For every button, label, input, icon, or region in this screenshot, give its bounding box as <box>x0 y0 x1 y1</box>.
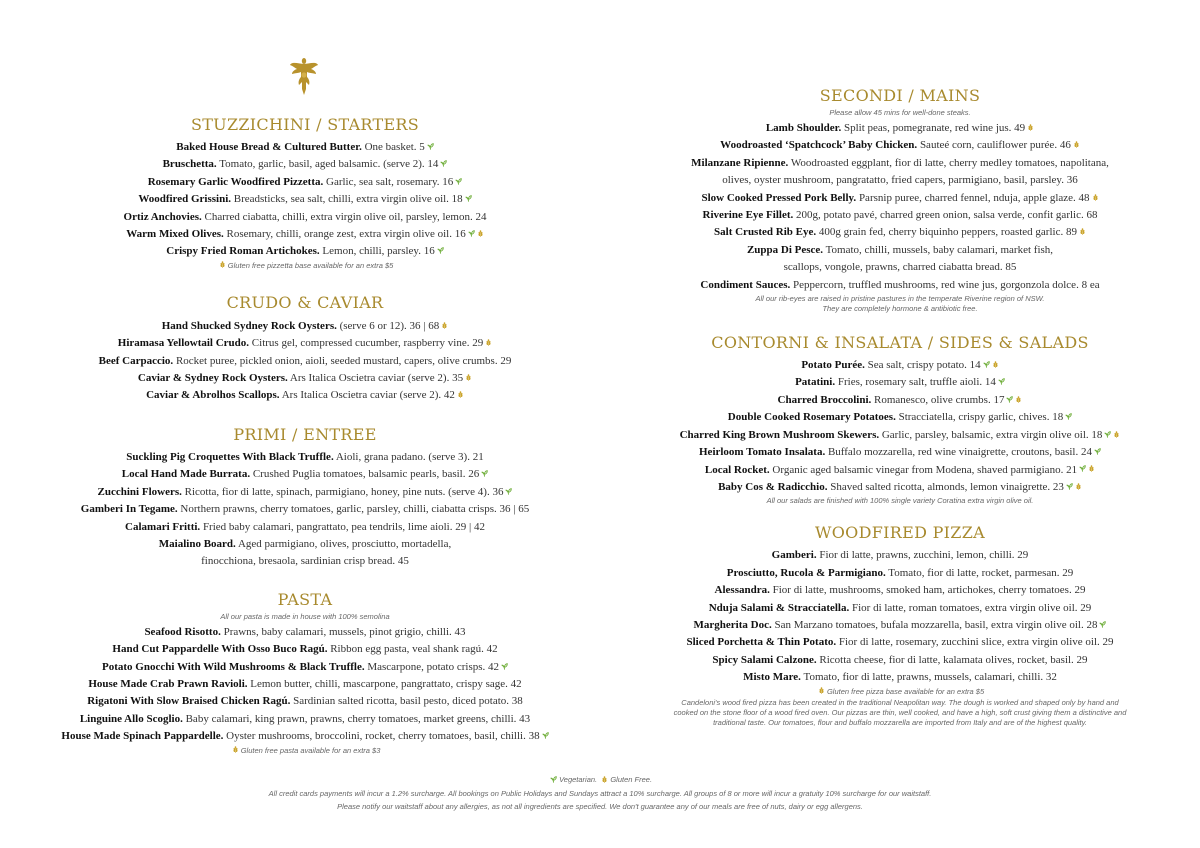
allergy-note: Please notify our waitstaff about any allergies, as not all ingredients are specified. We don't guarantee any of our meals are free of nuts, dairy or egg allergens. <box>337 802 863 811</box>
vegetarian-icon <box>501 663 508 670</box>
menu-item-name: Warm Mixed Olives. <box>126 228 224 241</box>
menu-item <box>40 387 570 404</box>
menu-item-name: Zuppa Di Pesce. <box>746 243 824 256</box>
section-title: CONTORNI & INSALATA / SIDES & SALADS <box>711 333 1089 353</box>
menu-item-description: (serve 6 or 12). 36 | 68 <box>339 319 440 332</box>
menu-item-description-cont: olives, oyster mushroom, pangratatto, fried capers, parmigiano, basil, parsley. 36 <box>722 174 1078 187</box>
vegetarian-icon <box>1065 413 1072 420</box>
vegetarian-icon <box>998 378 1005 385</box>
gluten-free-icon <box>477 230 484 237</box>
section-title: STUZZICHINI / STARTERS <box>190 115 420 134</box>
menu-item <box>40 728 570 745</box>
menu-item-description: Lemon, chilli, parsley. 16 <box>322 245 435 258</box>
menu-item-description: Garlic, sea salt, rosemary. 16 <box>326 175 454 188</box>
menu-item-name: Linguine Allo Scoglio. <box>79 712 183 725</box>
menu-item-name: Potato Gnocchi With Wild Mushrooms & Black Truffle. <box>101 660 365 673</box>
menu-item-name: Woodroasted ‘Spatchcock’ Baby Chicken. <box>720 139 918 152</box>
section-crudo <box>40 292 570 405</box>
vegetarian-icon <box>550 776 557 783</box>
menu-item-name: Patatini. <box>795 376 836 389</box>
menu-footer <box>0 773 1200 814</box>
menu-item-name: Baby Cos & Radicchio. <box>718 480 828 493</box>
gluten-free-icon <box>818 687 825 694</box>
menu-item-description: Peppercorn, truffled mushrooms, red wine jus, gorgonzola dolce. 8 ea <box>792 278 1100 291</box>
menu-item <box>40 624 570 641</box>
gf-legend-label: Gluten Free. <box>610 775 653 784</box>
menu-item <box>640 600 1160 617</box>
section-footnote: Gluten free pasta available for an extra $3 <box>40 746 570 756</box>
section-title: WOODFIRED PIZZA <box>815 523 985 543</box>
menu-item-description: Tomato, fior di latte, rocket, parmesan. 29 <box>888 566 1074 579</box>
menu-item-description: Rocket puree, pickled onion, aioli, seeded mustard, capers, olive crumbs. 29 <box>175 354 512 367</box>
menu-item <box>40 449 570 466</box>
menu-item-description: Citrus gel, compressed cucumber, raspberry vine. 29 <box>251 337 484 350</box>
menu-item-description: Rosemary, chilli, orange zest, extra virgin olive oil. 16 <box>226 228 466 241</box>
menu-item-description: Mascarpone, potato crisps. 42 <box>367 660 500 673</box>
gluten-free-icon <box>1015 396 1022 403</box>
menu-item <box>640 224 1160 241</box>
restaurant-crest-logo <box>289 55 319 97</box>
menu-item <box>640 669 1160 686</box>
menu-item-description: Shaved salted ricotta, almonds, lemon vinaigrette. 23 <box>830 480 1064 493</box>
menu-item-name: Slow Cooked Pressed Pork Belly. <box>701 191 857 204</box>
menu-item <box>640 652 1160 669</box>
menu-item-name: Gamberi In Tegame. <box>80 503 178 516</box>
gluten-free-icon <box>601 776 608 783</box>
surcharge-note: All credit cards payments will incur a 1.2% surcharge. All bookings on Public Holidays and Sundays attract a 10% surcharge. All groups of 8 or more will incur a gratuity 10% surcharge for our waitstaff. <box>268 788 932 798</box>
vegetarian-icon <box>1099 621 1106 628</box>
menu-item-description: Romanesco, olive crumbs. 17 <box>874 393 1005 406</box>
menu-item-description: 200g, potato pavé, charred green onion, salsa verde, confit garlic. 68 <box>796 209 1098 222</box>
vegetarian-icon <box>983 361 990 368</box>
menu-item-name: Potato Purée. <box>801 359 865 372</box>
left-menu-column <box>40 114 570 756</box>
menu-item-description: Ars Italica Oscietra caviar (serve 2). 42 <box>281 389 455 402</box>
legend <box>0 773 1200 787</box>
section-title: SECONDI / MAINS <box>819 86 981 105</box>
menu-item-description: Charred ciabatta, chilli, extra virgin olive oil, parsley, lemon. 24 <box>204 210 487 223</box>
pizza-paragraph <box>640 698 1160 728</box>
menu-item <box>640 242 1160 277</box>
gluten-free-icon <box>457 391 464 398</box>
menu-item-description: Breadsticks, sea salt, chilli, extra virgin olive oil. 18 <box>233 193 463 206</box>
menu-item-name: Charred Broccolini. <box>777 393 872 406</box>
gluten-free-icon <box>219 261 226 268</box>
section-mains <box>640 85 1160 314</box>
vegetarian-icon <box>427 143 434 150</box>
menu-item <box>640 617 1160 634</box>
section-footnote: All our rib-eyes are raised in pristine pastures in the temperate Riverine region of NSW. <box>755 294 1045 304</box>
gluten-free-icon <box>1079 228 1086 235</box>
menu-item-description-cont: scallops, vongole, prawns, charred ciabatta bread. 85 <box>783 261 1017 274</box>
menu-item-description: Sea salt, crispy potato. 14 <box>867 359 981 372</box>
pizza-paragraph-line: traditional taste. Our tomatoes, flour and buffalo mozzarella are imported from Italy and are of the highest quality. <box>713 717 1087 727</box>
menu-item <box>40 174 570 191</box>
menu-item <box>40 501 570 518</box>
section-title: PRIMI / ENTREE <box>233 424 377 444</box>
section-primi <box>40 424 570 571</box>
menu-item-description: Fior di latte, roman tomatoes, extra virgin olive oil. 29 <box>851 601 1092 614</box>
gluten-free-icon <box>465 374 472 381</box>
menu-item <box>40 209 570 226</box>
menu-item-description: Stracciatella, crispy garlic, chives. 18 <box>898 411 1064 424</box>
menu-item <box>640 427 1160 444</box>
menu-item <box>40 484 570 501</box>
item-list <box>40 449 570 571</box>
pizza-paragraph-line: Candeloni's wood fired pizza has been created in the traditional Neapolitan way. The dough is worked and shaped only by hand and <box>681 697 1119 707</box>
menu-item <box>640 357 1160 374</box>
section-footnote: Gluten free pizzetta base available for an extra $5 <box>40 261 570 271</box>
section-note: All our pasta is made in house with 100% semolina <box>220 611 390 621</box>
menu-item-name: Charred King Brown Mushroom Skewers. <box>679 428 880 441</box>
menu-item-name: Seafood Risotto. <box>144 625 221 638</box>
vegetarian-icon <box>505 488 512 495</box>
gluten-free-icon <box>232 746 239 753</box>
menu-item <box>40 353 570 370</box>
menu-item <box>640 137 1160 154</box>
gluten-free-icon <box>485 339 492 346</box>
menu-item-description: Parsnip puree, charred fennel, nduja, apple glaze. 48 <box>858 191 1090 204</box>
vegetarian-icon <box>437 247 444 254</box>
section-starters <box>40 114 570 271</box>
menu-item-name: Heirloom Tomato Insalata. <box>699 446 826 459</box>
menu-item-description: Oyster mushrooms, broccolini, rocket, cherry tomatoes, basil, chilli. 38 <box>226 730 540 743</box>
menu-item <box>640 565 1160 582</box>
menu-item-description: Tomato, fior di latte, prawns, mussels, calamari, chilli. 32 <box>803 671 1057 684</box>
menu-item-name: Caviar & Abrolhos Scallops. <box>146 389 280 402</box>
menu-item-description: Fior di latte, rosemary, zucchini slice, extra virgin olive oil. 29 <box>838 636 1114 649</box>
vegetarian-icon <box>1104 431 1111 438</box>
menu-item <box>640 582 1160 599</box>
menu-item-description: Aioli, grana padano. (serve 3). 21 <box>335 450 484 463</box>
section-title: PASTA <box>277 589 333 609</box>
section-pizza <box>640 522 1160 727</box>
vegetarian-icon <box>1079 465 1086 472</box>
menu-item-name: House Made Crab Prawn Ravioli. <box>88 677 248 690</box>
item-list <box>640 357 1160 496</box>
menu-item-description: Prawns, baby calamari, mussels, pinot grigio, chilli. 43 <box>223 625 466 638</box>
gluten-free-icon <box>1075 483 1082 490</box>
menu-item-description: Garlic, parsley, balsamic, extra virgin olive oil. 18 <box>881 428 1103 441</box>
menu-item-description: Sauteé corn, cauliflower purée. 46 <box>919 139 1071 152</box>
menu-item-description: Fior di latte, prawns, zucchini, lemon, chilli. 29 <box>819 549 1029 562</box>
menu-item-name: Alessandra. <box>714 584 770 597</box>
menu-item-name: Hiramasa Yellowtail Crudo. <box>117 337 250 350</box>
menu-item-name: Salt Crusted Rib Eye. <box>714 226 817 239</box>
menu-item-name: House Made Spinach Pappardelle. <box>61 730 224 743</box>
menu-item <box>40 536 570 571</box>
menu-item <box>640 374 1160 391</box>
menu-item-name: Maialino Board. <box>158 537 236 550</box>
menu-item-description: Ricotta cheese, fior di latte, kalamata olives, rocket, basil. 29 <box>819 653 1088 666</box>
menu-item <box>40 711 570 728</box>
section-title: CRUDO & CAVIAR <box>226 292 384 312</box>
menu-item-name: Woodfired Grissini. <box>138 193 232 206</box>
menu-item <box>640 392 1160 409</box>
item-list <box>40 318 570 405</box>
gluten-free-icon <box>1073 141 1080 148</box>
item-list <box>640 547 1160 686</box>
menu-item-name: Condiment Sauces. <box>700 278 791 291</box>
menu-item-name: Beef Carpaccio. <box>98 354 174 367</box>
menu-item-name: Bruschetta. <box>162 158 217 171</box>
menu-item-description: Northern prawns, cherry tomatoes, garlic, parsley, chilli, ciabatta crisps. 36 | 65 <box>180 503 530 516</box>
menu-item-description: San Marzano tomatoes, bufala mozzarella, basil, extra virgin olive oil. 28 <box>774 618 1098 631</box>
item-list <box>40 624 570 746</box>
menu-item <box>640 479 1160 496</box>
menu-item <box>40 659 570 676</box>
menu-item-description: Woodroasted eggplant, fior di latte, cherry medley tomatoes, napolitana, <box>790 156 1109 169</box>
gluten-free-icon <box>441 322 448 329</box>
gluten-free-icon <box>1088 465 1095 472</box>
vegetarian-icon <box>465 195 472 202</box>
section-pasta <box>40 589 570 756</box>
menu-item-name: Zucchini Flowers. <box>97 485 182 498</box>
menu-item-name: Local Hand Made Burrata. <box>121 468 251 481</box>
vegetarian-icon <box>468 230 475 237</box>
menu-item <box>640 155 1160 190</box>
menu-item <box>40 226 570 243</box>
vegetarian-icon <box>1006 396 1013 403</box>
menu-item-description: Crushed Puglia tomatoes, balsamic pearls, basil. 26 <box>252 468 480 481</box>
section-footnote: All our salads are finished with 100% single variety Coratina extra virgin olive oil. <box>766 496 1034 506</box>
menu-item-description: Sardinian salted ricotta, basil pesto, diced potato. 38 <box>293 695 523 708</box>
menu-item <box>640 190 1160 207</box>
menu-item <box>40 243 570 260</box>
menu-item <box>40 641 570 658</box>
menu-item <box>40 466 570 483</box>
menu-item-description: Buffalo mozzarella, red wine vinaigrette, croutons, basil. 24 <box>827 446 1092 459</box>
menu-item-description: Ars Italica Oscietra caviar (serve 2). 35 <box>289 372 464 385</box>
menu-item-description-cont: finocchiona, bresaola, sardinian crisp bread. 45 <box>201 555 409 568</box>
vegetarian-icon <box>1094 448 1101 455</box>
section-note: Please allow 45 mins for well-done steaks. <box>829 108 971 117</box>
menu-item-description: Ricotta, fior di latte, spinach, parmigiano, honey, pine nuts. (serve 4). 36 <box>184 485 504 498</box>
menu-item-name: Caviar & Sydney Rock Oysters. <box>137 372 288 385</box>
menu-item-name: Milanzane Ripienne. <box>691 156 789 169</box>
menu-item-name: Margherita Doc. <box>693 618 772 631</box>
menu-item <box>40 370 570 387</box>
pizza-paragraph-line: cooked on the stone floor of a wood fired oven. Our pizzas are thin, well cooked, and have a high, soft crust giving them a distinctive and <box>673 707 1127 717</box>
gluten-free-icon <box>1027 124 1034 131</box>
menu-item-name: Double Cooked Rosemary Potatoes. <box>727 411 896 424</box>
menu-item-name: Hand Shucked Sydney Rock Oysters. <box>161 319 337 332</box>
menu-item-description: Tomato, chilli, mussels, baby calamari, market fish, <box>825 243 1054 256</box>
menu-item-name: Spicy Salami Calzone. <box>712 653 817 666</box>
menu-item-description: One basket. 5 <box>364 141 425 153</box>
menu-item-name: Lamb Shoulder. <box>765 122 842 134</box>
right-menu-column <box>640 85 1160 728</box>
item-list <box>40 139 570 261</box>
menu-item-name: Local Rocket. <box>704 463 770 476</box>
menu-item-name: Crispy Fried Roman Artichokes. <box>166 245 320 258</box>
menu-item-description: 400g grain fed, cherry biquinho peppers, roasted garlic. 89 <box>818 226 1077 239</box>
menu-item <box>40 676 570 693</box>
menu-item-name: Calamari Fritti. <box>125 520 201 533</box>
veg-legend-label: Vegetarian. <box>559 775 598 784</box>
vegetarian-icon <box>542 732 549 739</box>
menu-item <box>40 318 570 335</box>
menu-item-name: Ortiz Anchovies. <box>123 210 202 223</box>
item-list <box>640 120 1160 294</box>
menu-item-name: Sliced Porchetta & Thin Potato. <box>686 636 837 649</box>
menu-item-description: Split peas, pomegranate, red wine jus. 49 <box>844 122 1026 134</box>
menu-item-name: Nduja Salami & Stracciatella. <box>708 601 850 614</box>
vegetarian-icon <box>455 178 462 185</box>
menu-item-description: Baby calamari, king prawn, prawns, cherry tomatoes, market greens, chilli. 43 <box>185 712 531 725</box>
section-footnote-2: They are completely hormone & antibiotic free. <box>822 304 978 314</box>
vegetarian-icon <box>481 470 488 477</box>
menu-item-name: Gamberi. <box>771 549 817 562</box>
menu-item-name: Prosciutto, Rucola & Parmigiano. <box>726 566 886 579</box>
menu-item-name: Hand Cut Pappardelle With Osso Buco Ragú. <box>112 643 328 656</box>
menu-item <box>640 207 1160 224</box>
vegetarian-icon <box>440 160 447 167</box>
menu-item <box>640 120 1160 137</box>
gluten-free-icon <box>992 361 999 368</box>
menu-item-name: Rigatoni With Slow Braised Chicken Ragú. <box>87 695 291 708</box>
menu-item-description: Fried baby calamari, pangrattato, pea tendrils, lime aioli. 29 | 42 <box>202 520 485 533</box>
menu-item <box>640 634 1160 651</box>
menu-item-description: Tomato, garlic, basil, aged balsamic. (serve 2). 14 <box>219 158 439 171</box>
menu-item <box>40 139 570 156</box>
menu-item-description: Organic aged balsamic vinegar from Modena, shaved parmigiano. 21 <box>772 463 1078 476</box>
section-footnote: Gluten free pizza base available for an extra $5 <box>640 687 1160 697</box>
menu-item <box>40 519 570 536</box>
menu-item-description: Aged parmigiano, olives, prosciutto, mortadella, <box>237 537 452 550</box>
menu-item-description: Fior di latte, mushrooms, smoked ham, artichokes, cherry tomatoes. 29 <box>772 584 1086 597</box>
menu-item-name: Riverine Eye Fillet. <box>702 209 794 222</box>
menu-item-description: Fries, rosemary salt, truffle aioli. 14 <box>837 376 996 389</box>
menu-item <box>40 191 570 208</box>
gluten-free-icon <box>1092 194 1099 201</box>
vegetarian-icon <box>1066 483 1073 490</box>
menu-item <box>640 462 1160 479</box>
menu-item <box>640 547 1160 564</box>
menu-item-name: Suckling Pig Croquettes With Black Truffle. <box>126 450 334 463</box>
menu-item <box>40 693 570 710</box>
menu-item-name: Misto Mare. <box>743 671 801 684</box>
menu-item-name: Rosemary Garlic Woodfired Pizzetta. <box>147 175 324 188</box>
menu-item-name: Baked House Bread & Cultured Butter. <box>176 141 362 153</box>
gluten-free-icon <box>1113 431 1120 438</box>
menu-item <box>640 277 1160 294</box>
menu-item <box>640 444 1160 461</box>
menu-item <box>40 335 570 352</box>
menu-item <box>40 156 570 173</box>
menu-item <box>640 409 1160 426</box>
menu-item-description: Lemon butter, chilli, mascarpone, pangrattato, crispy sage. 42 <box>250 677 522 690</box>
section-sides <box>640 332 1160 506</box>
menu-item-description: Ribbon egg pasta, veal shank ragú. 42 <box>330 643 498 656</box>
